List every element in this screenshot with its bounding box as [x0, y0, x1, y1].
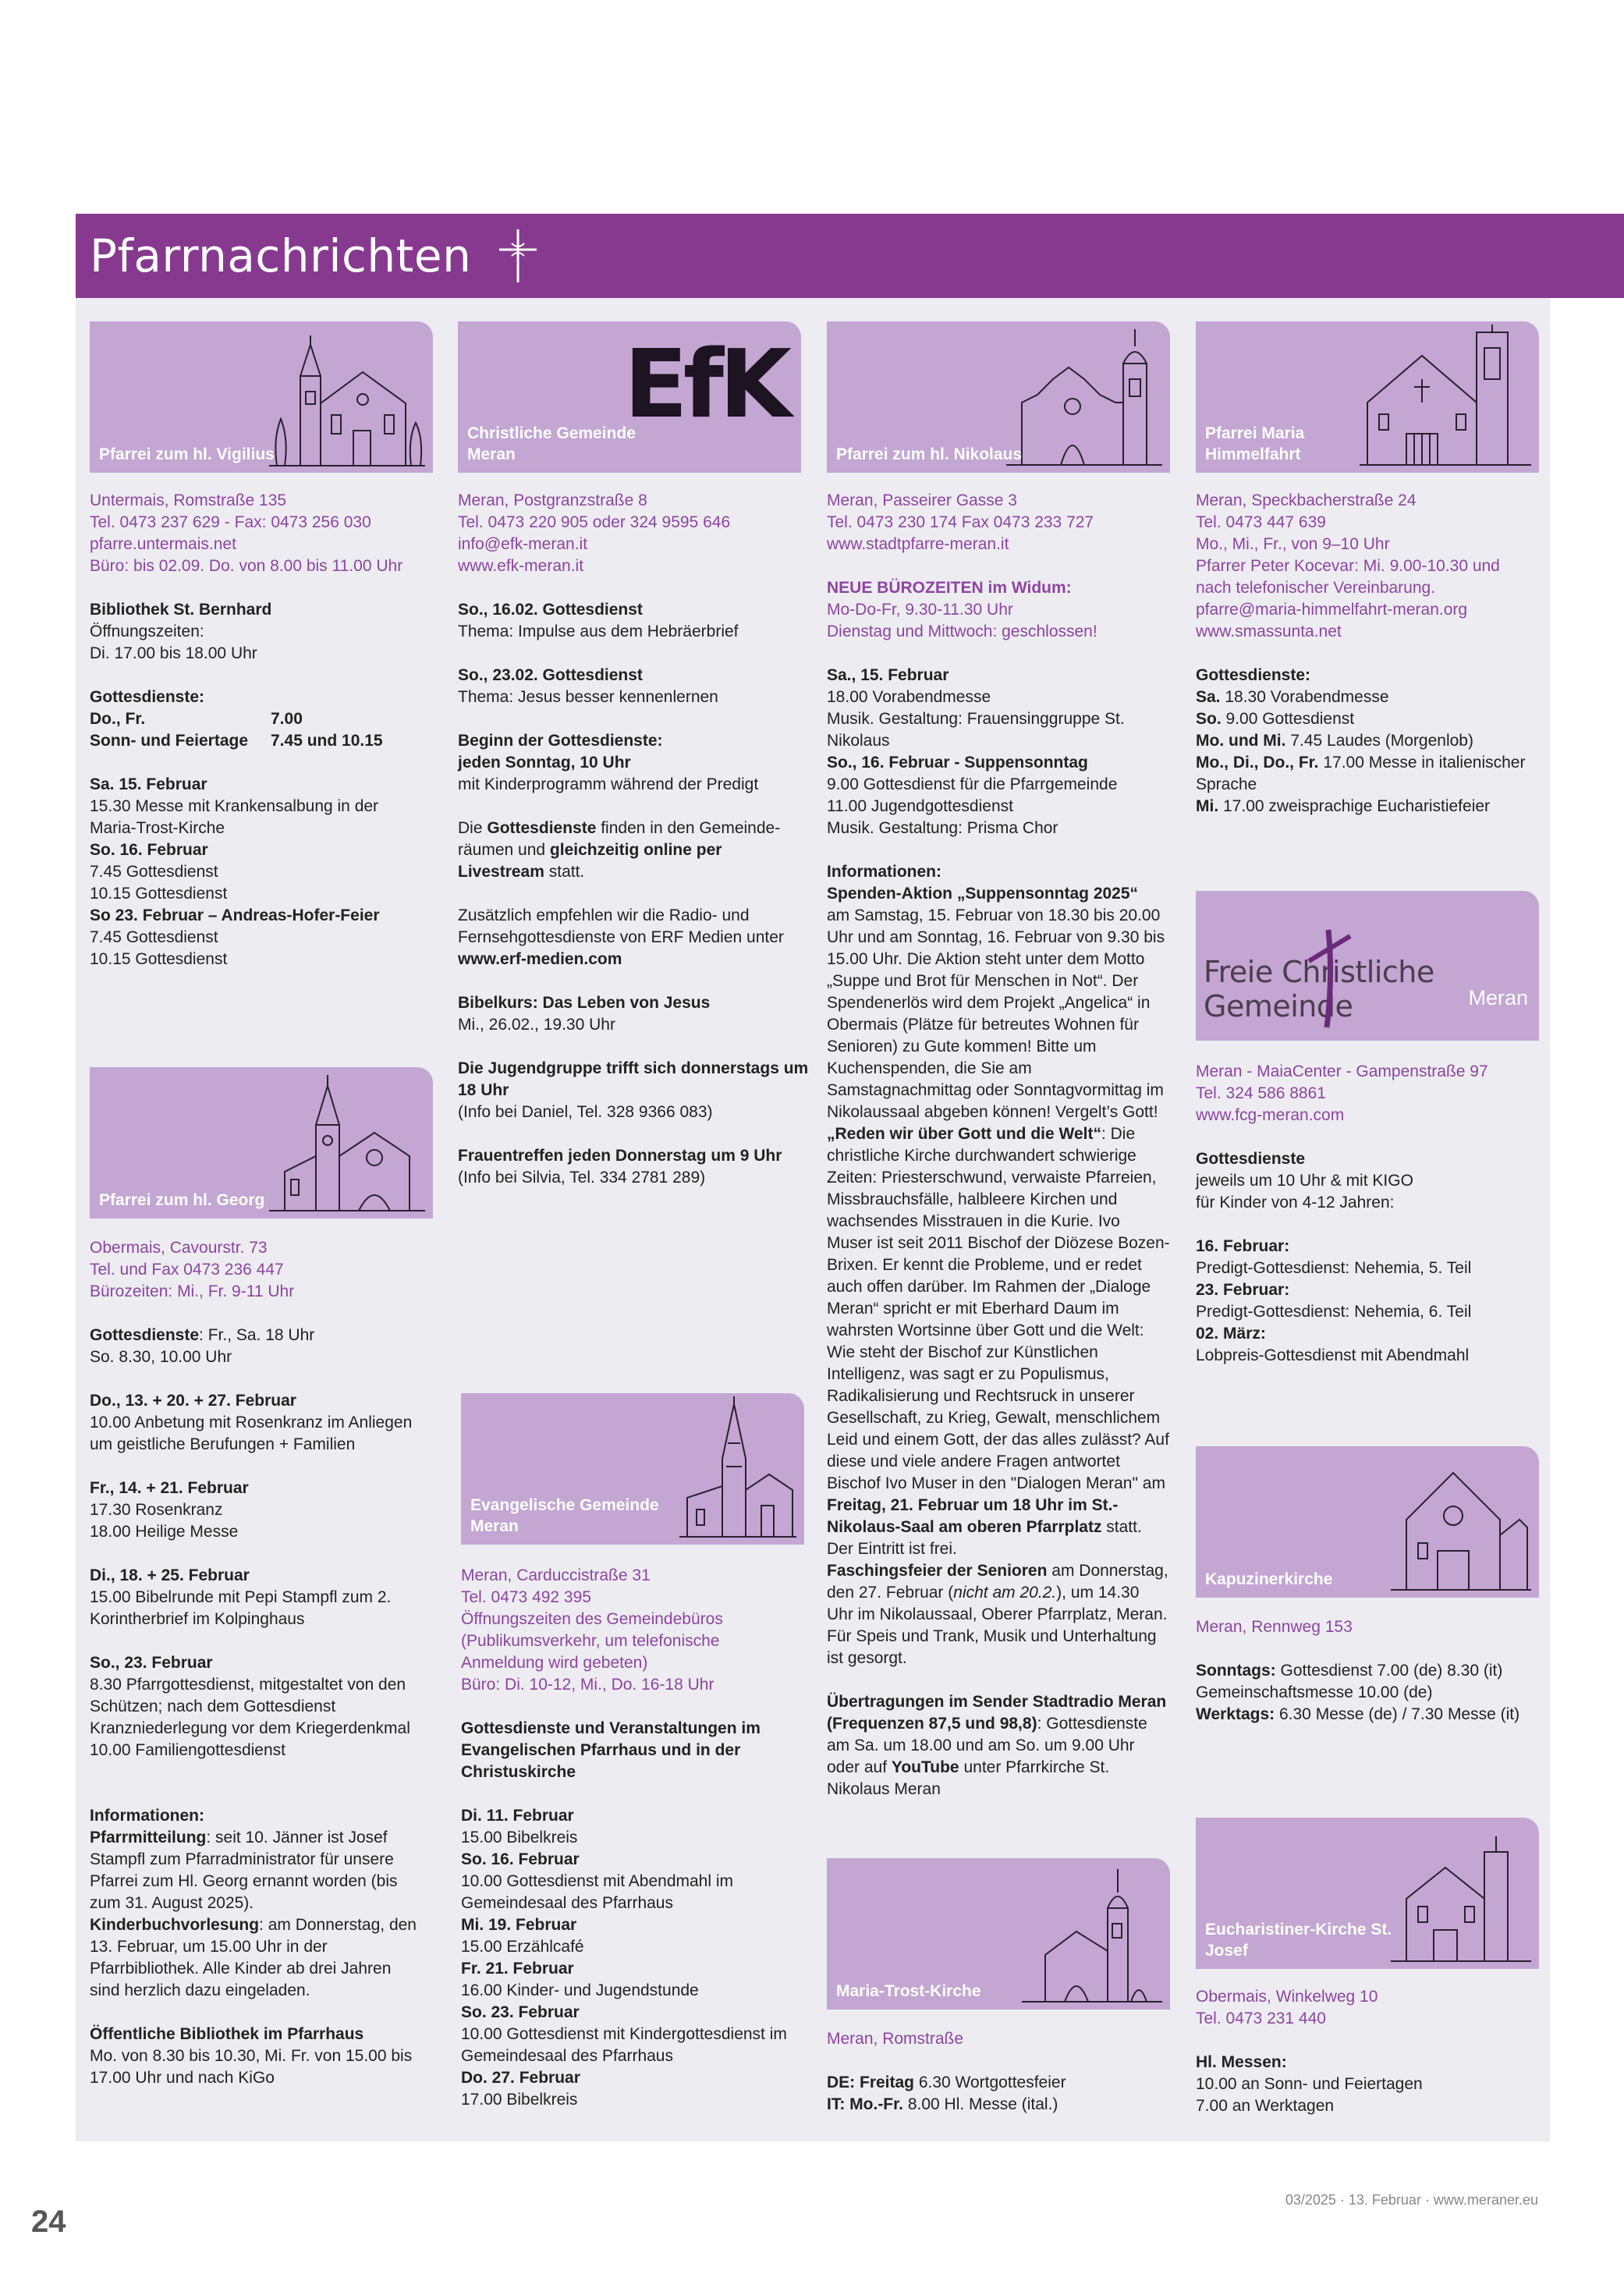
nikolaus-i2a: : Die christliche Kirche durchwandert schwierige Zeiten: Priesterschwund, verwaiste Pfarreien, Missbrauchsfälle, halbleere Kirchen und wachsendes Misstrauen in die Kurie. Ivo Muser ist seit 2011 Bischof der Diözese Bozen-Brixen. Er kennt die Probleme, und er redet auch offen darüber. Im Rahmen der „Dialoge Meran“ spricht er mit Eberhard Daum im wahrsten Wortsinne über Gott und die Welt: Wie steht der Bischof zur Künstlichen Intelligenz, was sagt er zu Populismus, Radikalisierung und Rechtsruck in unserer Gesellschaft, zu Krieg, Gewalt, menschlichem Leid und einem Gott, der das alles zulässt? Auf diese und viele andere Fragen antwortet Bischof Ivo Muser in den "Dialogen Meran" am [827, 1125, 1170, 1492]
vigilius-image-box [90, 321, 433, 473]
cross-icon [495, 226, 541, 286]
nikolaus-i4c: unter Pfarrkirche St. Nikolaus Meran [827, 1758, 1110, 1798]
vigilius-office: Büro: bis 02.09. Do. von 8.00 bis 11.00 Uhr [90, 557, 403, 575]
nikolaus-i2: „Reden wir über Gott und die Welt“ [827, 1125, 1101, 1143]
georg-e2a: 17.30 Rosenkranz [90, 1501, 223, 1519]
georg-e3a: 15.00 Bibelrunde mit Pepi Stampfl zum 2. Korintherbrief im Kolpinghaus [90, 1588, 392, 1628]
evang-image-box [461, 1393, 804, 1545]
mariatrost-address: Meran, Romstraße [827, 2030, 964, 2048]
church-illustration-icon [1391, 1821, 1531, 1966]
vigilius-d3b: 10.15 Gottesdienst [90, 950, 228, 968]
georg-i2: : am Donnerstag, den 13. Februar, um 15.00 Uhr in der Pfarrbibliothek. Alle Kinder ab drei Jahren sind herzlich dazu eingeladen. [90, 1916, 417, 1999]
himmelfahrt-text [1196, 490, 1555, 818]
georg-office: Bürozeiten: Mi., Fr. 9-11 Uhr [90, 1282, 295, 1300]
church-illustration-icon [1022, 1861, 1162, 2006]
kapuziner-text [1196, 1616, 1555, 1726]
vigilius-row1-key: Do., Fr. [90, 710, 146, 728]
evang-v1: Di. 11. Februar [461, 1807, 574, 1825]
kapuziner-k1: Gottesdienst 7.00 (de) 8.30 (it) [1275, 1662, 1503, 1680]
cross-icon [1305, 922, 1352, 1031]
church-illustration-icon [679, 1396, 796, 1541]
vigilius-d2: So. 16. Februar [90, 841, 208, 859]
nikolaus-image-box [827, 321, 1170, 473]
mariatrost-m1b: DE: Freitag [827, 2073, 915, 2091]
efk-p1a: Die [458, 819, 488, 837]
evang-hours: Öffnungszeiten des Gemeindebüros (Publikumsverkehr, um telefonische Anmeldung wird gebeten) [461, 1610, 723, 1672]
nikolaus-n2b: 11.00 Jugendgottesdienst [827, 797, 1013, 815]
evang-v5: So. 23. Februar [461, 2003, 580, 2021]
nikolaus-i4b: YouTube [891, 1758, 959, 1776]
mariatrost-image-box [827, 1858, 1170, 2010]
kapuziner-label: Kapuzinerkirche [1205, 1570, 1333, 1588]
himmelfahrt-h5: 17.00 zweisprachige Eucharistiefeier [1218, 797, 1491, 815]
efk-s6a: (Info bei Silvia, Tel. 334 2781 289) [458, 1169, 706, 1187]
vigilius-lib-hours-label: Öffnungszeiten: [90, 623, 204, 640]
efk-s5: Die Jugendgruppe trifft sich donnerstags um 18 Uhr [458, 1059, 809, 1099]
fcg-f2a: Predigt-Gottesdienst: Nehemia, 6. Teil [1196, 1303, 1472, 1321]
georg-label: Pfarrei zum hl. Georg [99, 1191, 265, 1209]
nikolaus-tel: Tel. 0473 230 174 Fax 0473 233 727 [827, 513, 1094, 531]
page-title: Pfarrnachrichten [90, 229, 472, 282]
efk-p2a: Zusätzlich empfehlen wir die Radio- und Fernsehgottesdienste von ERF Medien unter [458, 906, 784, 946]
vigilius-text [90, 490, 449, 970]
georg-info-title: Informationen: [90, 1807, 204, 1825]
georg-services-rest: : Fr., Sa. 18 Uhr [199, 1326, 315, 1344]
fcg-t2: für Kinder von 4-12 Jahren: [1196, 1194, 1395, 1211]
josef-image-box [1196, 1818, 1539, 1969]
himmelfahrt-h2: 9.00 Gottesdienst [1221, 710, 1355, 728]
himmelfahrt-h4b: Mo., Di., Do., Fr. [1196, 754, 1319, 772]
georg-i2-bold: Kinderbuchvorlesung [90, 1916, 260, 1934]
vigilius-d3a: 7.45 Gottesdienst [90, 928, 218, 946]
nikolaus-n2: So., 16. Februar - Suppensonntag [827, 754, 1088, 772]
fcg-f3a: Lobpreis-Gottesdienst mit Abendmahl [1196, 1346, 1470, 1364]
section-header [76, 214, 1624, 298]
efk-tel: Tel. 0473 220 905 oder 324 9595 646 [458, 513, 731, 531]
nikolaus-i1a: am Samstag, 15. Februar von 18.30 bis 20.00 Uhr und am Sonntag, 16. Februar von 9.30 bis 15.00 Uhr. Die Aktion steht unter dem Motto „Suppe und Brot für Menschen in Not“. Der Spendenerlös wird dem Projekt „Angelica“ in Obermais (Plätze für betreutes Wohnen für Senioren) zu Gute kommen! Bitte um Kuchenspenden, die Sie am Samstagnachmittag oder Sonntagvormittag im Nikolaussaal abgeben können! Vergelt’s Gott! [827, 906, 1165, 1121]
nikolaus-label: Pfarrei zum hl. Nikolaus [836, 445, 1023, 463]
nikolaus-i4: Übertragungen im Sender Stadtradio Meran (Frequenzen 87,5 und 98,8) [827, 1693, 1167, 1733]
mariatrost-label: Maria-Trost-Kirche [836, 1982, 981, 2000]
nikolaus-i1: Spenden-Aktion „Suppensonntag 2025“ [827, 885, 1139, 903]
josef-tel: Tel. 0473 231 440 [1196, 2010, 1326, 2027]
fcg-web-link[interactable]: www.fcg-meran.com [1196, 1106, 1345, 1124]
evang-label: Evangelische Gemeinde Meran [470, 1496, 659, 1535]
evang-v2a: 10.00 Gottesdienst mit Abendmahl im Gemeindesaal des Pfarrhaus [461, 1872, 734, 1912]
himmelfahrt-email-link[interactable]: pfarre@maria-himmelfahrt-meran.org [1196, 601, 1468, 619]
fcg-logo-c: Gemeinde [1204, 989, 1353, 1023]
vigilius-address: Untermais, Romstraße 135 [90, 491, 287, 509]
himmelfahrt-pfarrer: Pfarrer Peter Kocevar: Mi. 9.00-10.30 und nach telefonischer Vereinbarung. [1196, 557, 1500, 597]
fcg-f2: 23. Februar: [1196, 1281, 1290, 1299]
efk-s3: Beginn der Gottesdienste: [458, 732, 663, 750]
kapuziner-address: Meran, Rennweg 153 [1196, 1618, 1353, 1636]
efk-p1d: gleichzeitig online per Livestream [458, 841, 722, 881]
georg-i1: : seit 10. Jänner ist Josef Stampfl zum Pfarradministrator für unsere Pfarrei zum Hl. Georg ernannt worden (bis zum 31. August 2025). [90, 1829, 398, 1912]
efk-address: Meran, Postgranzstraße 8 [458, 491, 647, 509]
fcg-logo-a: Freie [1204, 955, 1282, 989]
nikolaus-i3: Faschingsfeier der Senioren [827, 1562, 1048, 1580]
kapuziner-k2: Gemeinschaftsmesse 10.00 (de) [1196, 1683, 1433, 1701]
mariatrost-m2b: IT: Mo.-Fr. [827, 2095, 903, 2113]
nikolaus-n1: Sa., 15. Februar [827, 666, 949, 684]
efk-p1b: Gottesdienste [487, 819, 597, 837]
efk-image-box [458, 321, 801, 473]
georg-e4b: 10.00 Familiengottesdienst [90, 1741, 285, 1759]
himmelfahrt-h3: 7.45 Laudes (Morgenlob) [1285, 732, 1473, 750]
vigilius-lib-title: Bibliothek St. Bernhard [90, 601, 272, 619]
nikolaus-i4a: : Gottesdienste am Sa. um 18.00 und am So. um 9.00 Uhr oder auf [827, 1715, 1147, 1776]
efk-text [458, 490, 817, 1189]
georg-e4: So., 23. Februar [90, 1654, 213, 1672]
josef-text [1196, 1986, 1555, 2117]
kapuziner-k3b: Werktags: [1196, 1705, 1275, 1723]
efk-s6: Frauentreffen jeden Donnerstag um 9 Uhr [458, 1147, 782, 1165]
kapuziner-k3: 6.30 Messe (de) / 7.30 Messe (it) [1275, 1705, 1520, 1723]
efk-s1a: Thema: Impulse aus dem Hebräerbrief [458, 623, 739, 640]
fcg-address: Meran - MaiaCenter - Gampenstraße 97 [1196, 1062, 1488, 1080]
evang-tel: Tel. 0473 492 395 [461, 1588, 591, 1606]
georg-e3: Di., 18. + 25. Februar [90, 1566, 250, 1584]
efk-p1c: finden in den Gemeinderäumen und [458, 819, 781, 859]
fcg-logo-meran: Meran [1468, 986, 1528, 1009]
evang-v2: So. 16. Februar [461, 1850, 580, 1868]
evang-text [461, 1565, 820, 2111]
himmelfahrt-address: Meran, Speckbacherstraße 24 [1196, 491, 1417, 509]
josef-j2: 7.00 an Werktagen [1196, 2097, 1335, 2115]
georg-i3-bold: Öffentliche Bibliothek im Pfarrhaus [90, 2025, 364, 2043]
evang-v3a: 15.00 Erzählcafé [461, 1938, 584, 1956]
nikolaus-i3a: am Donnerstag, den 27. Februar ( [827, 1562, 1168, 1602]
himmelfahrt-h3b: Mo. und Mi. [1196, 732, 1286, 750]
nikolaus-text [827, 490, 1186, 1800]
evang-address: Meran, Carduccistraße 31 [461, 1566, 651, 1584]
georg-e1a: 10.00 Anbetung mit Rosenkranz im Anliegen um geistliche Berufungen + Familien [90, 1414, 413, 1453]
evang-v6: Do. 27. Februar [461, 2069, 580, 2087]
vigilius-web-link[interactable]: pfarre.untermais.net [90, 535, 236, 553]
evang-v6a: 17.00 Bibelkreis [461, 2091, 578, 2109]
evang-office: Büro: Di. 10-12, Mi., Do. 16-18 Uhr [461, 1676, 714, 1694]
efk-p2b-link[interactable]: www.erf-medien.com [458, 950, 622, 968]
himmelfahrt-tel: Tel. 0473 447 639 [1196, 513, 1326, 531]
himmelfahrt-h4: 17.00 Messe in italienischer Sprache [1196, 754, 1526, 793]
fcg-logo-box [1196, 891, 1539, 1041]
nikolaus-address: Meran, Passeirer Gasse 3 [827, 491, 1017, 509]
nikolaus-n1a: 18.00 Vorabendmesse [827, 688, 991, 706]
evang-title: Gottesdienste und Veranstaltungen im Evangelischen Pfarrhaus und in der Christuskirche [461, 1719, 761, 1781]
efk-label: Christliche Gemeinde Meran [467, 424, 636, 463]
vigilius-tel: Tel. 0473 237 629 - Fax: 0473 256 030 [90, 513, 371, 531]
nikolaus-n1b: Musik. Gestaltung: Frauensinggruppe St. Nikolaus [827, 710, 1125, 750]
fcg-logo-b: Christliche [1282, 955, 1434, 989]
nikolaus-i3i: nicht am 20.2. [953, 1584, 1057, 1602]
kapuziner-k1b: Sonntags: [1196, 1662, 1276, 1680]
efk-email-link[interactable]: info@efk-meran.it [458, 535, 588, 553]
mariatrost-m2: 8.00 Hl. Messe (ital.) [903, 2095, 1058, 2113]
vigilius-d3: So 23. Februar – Andreas-Hofer-Feier [90, 906, 380, 924]
efk-logo: EfK [623, 331, 787, 439]
himmelfahrt-h1: 18.30 Vorabendmesse [1220, 688, 1389, 706]
georg-e1: Do., 13. + 20. + 27. Februar [90, 1392, 296, 1410]
fcg-text [1196, 1061, 1555, 1367]
himmelfahrt-web-link[interactable]: www.smassunta.net [1196, 623, 1342, 640]
mariatrost-text [827, 2028, 1186, 2116]
himmelfahrt-image-box [1196, 321, 1539, 473]
vigilius-d2a: 7.45 Gottesdienst [90, 863, 218, 881]
evang-v4: Fr. 21. Februar [461, 1960, 574, 1978]
nikolaus-new-office: NEUE BÜROZEITEN im Widum: [827, 579, 1072, 597]
fcg-f1a: Predigt-Gottesdienst: Nehemia, 5. Teil [1196, 1259, 1472, 1277]
georg-text [90, 1237, 449, 2089]
efk-s3a: mit Kinderprogramm während der Predigt [458, 775, 759, 793]
georg-i1-bold: Pfarrmitteilung [90, 1829, 207, 1846]
nikolaus-i3b: ), um 14.30 Uhr im Nikolaussaal, Oberer Pfarrplatz, Meran. Für Speis und Trank, Musik und Unterhaltung ist gesorgt. [827, 1584, 1168, 1667]
efk-web-link[interactable]: www.efk-meran.it [458, 557, 584, 575]
fcg-title: Gottesdienste [1196, 1150, 1306, 1168]
georg-services-2: So. 8.30, 10.00 Uhr [90, 1348, 232, 1366]
nikolaus-n2c: Musik. Gestaltung: Prisma Chor [827, 819, 1058, 837]
himmelfahrt-title: Gottesdienste: [1196, 666, 1311, 684]
vigilius-services-title: Gottesdienste: [90, 688, 205, 706]
efk-p1e: statt. [544, 863, 585, 881]
efk-s5a: (Info bei Daniel, Tel. 328 9366 083) [458, 1103, 713, 1121]
georg-e4a: 8.30 Pfarrgottesdienst, mitgestaltet von den Schützen; nach dem Gottesdienst Kranzniederlegung vor dem Kriegerdenkmal [90, 1676, 410, 1737]
mariatrost-m1: 6.30 Wortgottesfeier [914, 2073, 1066, 2091]
vigilius-row2-val: 7.45 und 10.15 [271, 732, 383, 750]
vigilius-lib-hours: Di. 17.00 bis 18.00 Uhr [90, 644, 257, 662]
georg-e2: Fr., 14. + 21. Februar [90, 1479, 249, 1497]
fcg-f1: 16. Februar: [1196, 1237, 1290, 1255]
nikolaus-office1: Mo-Do-Fr, 9.30-11.30 Uhr [827, 601, 1013, 619]
himmelfahrt-h2b: So. [1196, 710, 1222, 728]
josef-j1: 10.00 an Sonn- und Feiertagen [1196, 2075, 1423, 2093]
josef-label: Eucharistiner-Kirche St. Josef [1205, 1921, 1392, 1960]
vigilius-label: Pfarrei zum hl. Vigilius [99, 445, 275, 463]
efk-s3b: jeden Sonntag, 10 Uhr [458, 754, 631, 772]
evang-v4a: 16.00 Kinder- und Jugendstunde [461, 1981, 699, 1999]
georg-e2b: 18.00 Heilige Messe [90, 1523, 239, 1541]
georg-address: Obermais, Cavourstr. 73 [90, 1239, 268, 1257]
vigilius-d1a: 15.30 Messe mit Krankensalbung in der Maria-Trost-Kirche [90, 797, 379, 837]
josef-title: Hl. Messen: [1196, 2053, 1287, 2071]
footer-info: 03/2025 · 13. Februar · www.meraner.eu [1285, 2192, 1538, 2208]
vigilius-d2b: 10.15 Gottesdienst [90, 885, 228, 903]
vigilius-row2-key: Sonn- und Feiertage [90, 732, 249, 750]
evang-v3: Mi. 19. Februar [461, 1916, 577, 1934]
nikolaus-i2b: Freitag, 21. Februar um 18 Uhr im St.-Nikolaus-Saal am oberen Pfarrplatz [827, 1496, 1119, 1536]
evang-v1a: 15.00 Bibelkreis [461, 1829, 578, 1846]
georg-tel: Tel. und Fax 0473 236 447 [90, 1261, 284, 1279]
josef-address: Obermais, Winkelweg 10 [1196, 1988, 1378, 2006]
nikolaus-office2: Dienstag und Mittwoch: geschlossen! [827, 623, 1097, 640]
efk-s1: So., 16.02. Gottesdienst [458, 601, 643, 619]
efk-s2a: Thema: Jesus besser kennenlernen [458, 688, 718, 706]
efk-s4a: Mi., 26.02., 19.30 Uhr [458, 1016, 615, 1034]
nikolaus-info-title: Informationen: [827, 863, 941, 881]
nikolaus-web-link[interactable]: www.stadtpfarre-meran.it [827, 535, 1009, 553]
nikolaus-i2c: statt. Der Eintritt ist frei. [827, 1518, 1142, 1558]
himmelfahrt-h1b: Sa. [1196, 688, 1221, 706]
georg-image-box [90, 1067, 433, 1219]
fcg-tel: Tel. 324 586 8861 [1196, 1084, 1326, 1102]
vigilius-row1-val: 7.00 [271, 710, 303, 728]
page-number: 24 [31, 2205, 66, 2239]
church-illustration-icon [1391, 1449, 1531, 1595]
efk-s2: So., 23.02. Gottesdienst [458, 666, 643, 684]
kapuziner-image-box [1196, 1446, 1539, 1598]
evang-v5a: 10.00 Gottesdienst mit Kindergottesdienst im Gemeindesaal des Pfarrhaus [461, 2025, 787, 2065]
fcg-t1: jeweils um 10 Uhr & mit KIGO [1196, 1172, 1413, 1190]
himmelfahrt-hours: Mo., Mi., Fr., von 9–10 Uhr [1196, 535, 1390, 553]
himmelfahrt-h5b: Mi. [1196, 797, 1219, 815]
nikolaus-n2a: 9.00 Gottesdienst für die Pfarrgemeinde [827, 775, 1118, 793]
georg-services-bold: Gottesdienste [90, 1326, 200, 1344]
vigilius-d1: Sa. 15. Februar [90, 775, 207, 793]
himmelfahrt-label: Pfarrei Maria Himmelfahrt [1205, 424, 1305, 463]
georg-i3: Mo. von 8.30 bis 10.30, Mi. Fr. von 15.00 bis 17.00 Uhr und nach KiGo [90, 2047, 413, 2087]
fcg-f3: 02. März: [1196, 1325, 1266, 1343]
efk-s4: Bibelkurs: Das Leben von Jesus [458, 994, 711, 1012]
